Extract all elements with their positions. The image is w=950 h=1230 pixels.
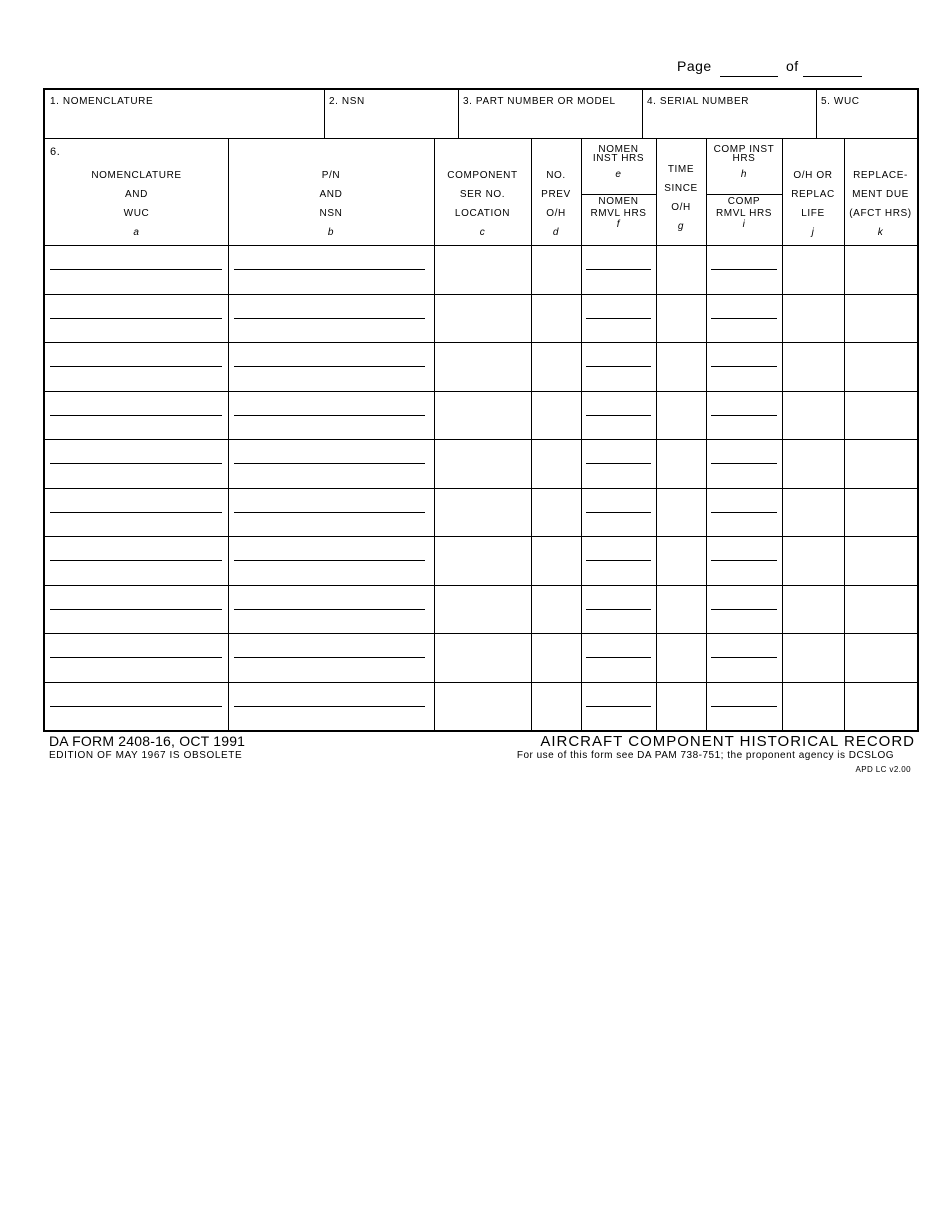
nomenclature-wuc-divider [50, 609, 222, 610]
time-since-oh-input[interactable] [660, 550, 703, 568]
nomenclature-field[interactable] [50, 114, 318, 132]
nomenclature-input[interactable] [50, 686, 222, 704]
nomenclature-wuc-divider [50, 318, 222, 319]
nomen-inst-hrs-input[interactable] [586, 346, 651, 364]
row-divider [45, 585, 917, 586]
page-number-underline [720, 76, 778, 77]
pn-input[interactable] [234, 346, 425, 364]
nomen-inst-hrs-input[interactable] [586, 686, 651, 704]
nomen-inst-hrs-input[interactable] [586, 589, 651, 607]
inst-rmvl-hrs-divider [586, 560, 651, 561]
row-divider [45, 294, 917, 295]
comp-hrs-divider [711, 512, 777, 513]
component-location-input[interactable] [438, 308, 528, 326]
comp-inst-hrs-input[interactable] [711, 395, 777, 413]
nomenclature-input[interactable] [50, 492, 222, 510]
inst-rmvl-hrs-divider [586, 463, 651, 464]
replacement-due-input[interactable] [848, 550, 914, 568]
nomen-rmvl-hrs-input[interactable] [586, 272, 651, 290]
edition-note: EDITION OF MAY 1967 IS OBSOLETE [49, 750, 243, 761]
replacement-due-input[interactable] [848, 696, 914, 714]
column-header-divider [45, 245, 917, 246]
comp-inst-hrs-input[interactable] [711, 443, 777, 461]
replac-life-input[interactable] [786, 696, 841, 714]
nomenclature-input[interactable] [50, 443, 222, 461]
comp-rmvl-hrs-input[interactable] [711, 563, 777, 581]
comp-inst-hrs-input[interactable] [711, 637, 777, 655]
comp-rmvl-hrs-input[interactable] [711, 660, 777, 678]
time-since-oh-input[interactable] [660, 259, 703, 277]
comp-rmvl-hrs-input[interactable] [711, 418, 777, 436]
pn-input[interactable] [234, 492, 425, 510]
replac-life-input[interactable] [786, 599, 841, 617]
prev-oh-input[interactable] [535, 356, 578, 374]
pn-nsn-divider [234, 463, 425, 464]
col-g-header: TIME SINCE O/H g [664, 164, 698, 232]
nomenclature-wuc-divider [50, 657, 222, 658]
inst-rmvl-hrs-divider [586, 415, 651, 416]
nomenclature-wuc-divider [50, 366, 222, 367]
nsn-input[interactable] [234, 321, 425, 339]
serial-number-field[interactable] [647, 114, 811, 132]
comp-hrs-divider [711, 560, 777, 561]
row-divider [45, 682, 917, 683]
col-e-header: NOMEN INST HRS e [592, 144, 645, 180]
pn-input[interactable] [234, 540, 425, 558]
inst-rmvl-hrs-divider [586, 269, 651, 270]
wuc-label: 5. WUC [821, 96, 860, 107]
pn-input[interactable] [234, 589, 425, 607]
of-label: of [786, 58, 799, 74]
wuc-field[interactable] [821, 114, 911, 132]
nomen-rmvl-hrs-input[interactable] [586, 466, 651, 484]
nsn-input[interactable] [234, 612, 425, 630]
nomenclature-input[interactable] [50, 249, 222, 267]
nsn-input[interactable] [234, 515, 425, 533]
comp-hrs-divider [711, 366, 777, 367]
replacement-due-input[interactable] [848, 599, 914, 617]
header-divider-2 [458, 90, 459, 138]
nomen-rmvl-hrs-input[interactable] [586, 612, 651, 630]
pn-nsn-divider [234, 366, 425, 367]
wuc-input[interactable] [50, 466, 222, 484]
pn-nsn-divider [234, 560, 425, 561]
pn-nsn-divider [234, 657, 425, 658]
component-location-input[interactable] [438, 550, 528, 568]
comp-hrs-divider [711, 609, 777, 610]
comp-inst-hrs-input[interactable] [711, 686, 777, 704]
component-location-input[interactable] [438, 599, 528, 617]
wuc-input[interactable] [50, 418, 222, 436]
comp-hrs-divider [711, 269, 777, 270]
nomenclature-input[interactable] [50, 298, 222, 316]
prev-oh-input[interactable] [535, 453, 578, 471]
form-title: AIRCRAFT COMPONENT HISTORICAL RECORD [540, 733, 915, 750]
col-i-header: COMP RMVL HRS i [715, 196, 773, 230]
form-version: APD LC v2.00 [855, 765, 911, 774]
row-divider [45, 488, 917, 489]
time-since-oh-input[interactable] [660, 308, 703, 326]
nomen-rmvl-hrs-input[interactable] [586, 321, 651, 339]
replacement-due-input[interactable] [848, 405, 914, 423]
row-divider [45, 633, 917, 634]
replac-life-input[interactable] [786, 502, 841, 520]
comp-rmvl-hrs-input[interactable] [711, 272, 777, 290]
pn-nsn-divider [234, 706, 425, 707]
nsn-input[interactable] [234, 660, 425, 678]
comp-rmvl-hrs-input[interactable] [711, 709, 777, 727]
row-divider [45, 342, 917, 343]
part-number-field[interactable] [463, 114, 637, 132]
time-since-oh-input[interactable] [660, 696, 703, 714]
nsn-field[interactable] [329, 114, 453, 132]
nomenclature-wuc-divider [50, 560, 222, 561]
col-d-header: NO. PREV O/H d [541, 170, 571, 238]
component-location-input[interactable] [438, 356, 528, 374]
col-c-header: COMPONENT SER NO. LOCATION c [447, 170, 518, 238]
time-since-oh-input[interactable] [660, 647, 703, 665]
replac-life-input[interactable] [786, 405, 841, 423]
component-location-input[interactable] [438, 453, 528, 471]
prev-oh-input[interactable] [535, 599, 578, 617]
replacement-due-input[interactable] [848, 308, 914, 326]
time-since-oh-input[interactable] [660, 453, 703, 471]
nomenclature-wuc-divider [50, 269, 222, 270]
page-number-input[interactable] [720, 60, 778, 76]
wuc-input[interactable] [50, 369, 222, 387]
comp-hrs-divider [711, 463, 777, 464]
serial-number-label: 4. SERIAL NUMBER [647, 96, 750, 107]
pn-nsn-divider [234, 318, 425, 319]
comp-rmvl-hrs-input[interactable] [711, 515, 777, 533]
component-record-form [43, 88, 919, 732]
total-pages-underline [803, 76, 862, 77]
prev-oh-input[interactable] [535, 502, 578, 520]
replacement-due-input[interactable] [848, 453, 914, 471]
row-divider [45, 536, 917, 537]
pn-input[interactable] [234, 443, 425, 461]
nsn-input[interactable] [234, 709, 425, 727]
nomenclature-label: 1. NOMENCLATURE [50, 96, 154, 107]
nomen-inst-hrs-input[interactable] [586, 540, 651, 558]
nomen-inst-hrs-input[interactable] [586, 249, 651, 267]
nomenclature-wuc-divider [50, 463, 222, 464]
col-a-header: NOMENCLATURE AND WUC a [91, 170, 182, 238]
nomen-rmvl-hrs-input[interactable] [586, 515, 651, 533]
nsn-input[interactable] [234, 563, 425, 581]
prev-oh-input[interactable] [535, 308, 578, 326]
comp-hrs-divider [711, 318, 777, 319]
pn-input[interactable] [234, 686, 425, 704]
inst-rmvl-hrs-divider [586, 657, 651, 658]
hi-header-split [706, 194, 782, 195]
nomen-inst-hrs-input[interactable] [586, 298, 651, 316]
nomen-rmvl-hrs-input[interactable] [586, 369, 651, 387]
pn-nsn-divider [234, 269, 425, 270]
nomenclature-input[interactable] [50, 346, 222, 364]
time-since-oh-input[interactable] [660, 502, 703, 520]
time-since-oh-input[interactable] [660, 405, 703, 423]
component-location-input[interactable] [438, 696, 528, 714]
col-b-header: P/N AND NSN b [319, 170, 343, 238]
replacement-due-input[interactable] [848, 502, 914, 520]
pn-nsn-divider [234, 512, 425, 513]
time-since-oh-input[interactable] [660, 356, 703, 374]
replac-life-input[interactable] [786, 308, 841, 326]
header-row-divider [45, 138, 917, 139]
component-location-input[interactable] [438, 647, 528, 665]
replacement-due-input[interactable] [848, 259, 914, 277]
inst-rmvl-hrs-divider [586, 706, 651, 707]
col-j-header: O/H OR REPLAC LIFE j [791, 170, 835, 238]
comp-hrs-divider [711, 415, 777, 416]
total-pages-input[interactable] [803, 60, 862, 76]
comp-inst-hrs-input[interactable] [711, 298, 777, 316]
replac-life-input[interactable] [786, 550, 841, 568]
wuc-input[interactable] [50, 612, 222, 630]
comp-inst-hrs-input[interactable] [711, 492, 777, 510]
pn-input[interactable] [234, 249, 425, 267]
ef-header-split [581, 194, 656, 195]
nsn-input[interactable] [234, 369, 425, 387]
row-divider [45, 439, 917, 440]
component-location-input[interactable] [438, 259, 528, 277]
nomen-inst-hrs-input[interactable] [586, 492, 651, 510]
replac-life-input[interactable] [786, 356, 841, 374]
header-divider-1 [324, 90, 325, 138]
prev-oh-input[interactable] [535, 550, 578, 568]
inst-rmvl-hrs-divider [586, 366, 651, 367]
inst-rmvl-hrs-divider [586, 512, 651, 513]
usage-note: For use of this form see DA PAM 738-751; the proponent agency is DCSLOG [516, 750, 894, 761]
part-number-label: 3. PART NUMBER OR MODEL [463, 96, 616, 107]
wuc-input[interactable] [50, 321, 222, 339]
time-since-oh-input[interactable] [660, 599, 703, 617]
row-divider [45, 391, 917, 392]
nomenclature-input[interactable] [50, 395, 222, 413]
replac-life-input[interactable] [786, 259, 841, 277]
col-f-header: NOMEN RMVL HRS f [590, 196, 647, 230]
nomen-inst-hrs-input[interactable] [586, 395, 651, 413]
col-k-header: REPLACE- MENT DUE (AFCT HRS) k [849, 170, 912, 238]
comp-rmvl-hrs-input[interactable] [711, 369, 777, 387]
page-label: Page [677, 58, 712, 74]
pn-nsn-divider [234, 415, 425, 416]
prev-oh-input[interactable] [535, 259, 578, 277]
inst-rmvl-hrs-divider [586, 318, 651, 319]
component-location-input[interactable] [438, 502, 528, 520]
pn-input[interactable] [234, 298, 425, 316]
pn-nsn-divider [234, 609, 425, 610]
header-divider-4 [816, 90, 817, 138]
nomen-rmvl-hrs-input[interactable] [586, 660, 651, 678]
nomen-rmvl-hrs-input[interactable] [586, 709, 651, 727]
comp-inst-hrs-input[interactable] [711, 589, 777, 607]
wuc-input[interactable] [50, 660, 222, 678]
pn-input[interactable] [234, 395, 425, 413]
comp-rmvl-hrs-input[interactable] [711, 612, 777, 630]
comp-hrs-divider [711, 657, 777, 658]
comp-hrs-divider [711, 706, 777, 707]
nomenclature-wuc-divider [50, 512, 222, 513]
nomen-inst-hrs-input[interactable] [586, 443, 651, 461]
nomenclature-wuc-divider [50, 706, 222, 707]
nsn-input[interactable] [234, 418, 425, 436]
nomen-rmvl-hrs-input[interactable] [586, 563, 651, 581]
replacement-due-input[interactable] [848, 647, 914, 665]
prev-oh-input[interactable] [535, 405, 578, 423]
nomenclature-wuc-divider [50, 415, 222, 416]
comp-rmvl-hrs-input[interactable] [711, 466, 777, 484]
prev-oh-input[interactable] [535, 647, 578, 665]
prev-oh-input[interactable] [535, 696, 578, 714]
col-h-header: COMP INST HRS h [713, 144, 775, 180]
wuc-input[interactable] [50, 709, 222, 727]
replacement-due-input[interactable] [848, 356, 914, 374]
component-location-input[interactable] [438, 405, 528, 423]
wuc-input[interactable] [50, 515, 222, 533]
nomenclature-input[interactable] [50, 637, 222, 655]
inst-rmvl-hrs-divider [586, 609, 651, 610]
header-divider-3 [642, 90, 643, 138]
comp-rmvl-hrs-input[interactable] [711, 321, 777, 339]
section-6-number: 6. [50, 146, 61, 158]
nomen-rmvl-hrs-input[interactable] [586, 418, 651, 436]
wuc-input[interactable] [50, 272, 222, 290]
nomen-inst-hrs-input[interactable] [586, 637, 651, 655]
nsn-label: 2. NSN [329, 96, 365, 107]
comp-inst-hrs-input[interactable] [711, 540, 777, 558]
pn-input[interactable] [234, 637, 425, 655]
nsn-input[interactable] [234, 272, 425, 290]
comp-inst-hrs-input[interactable] [711, 249, 777, 267]
replac-life-input[interactable] [786, 453, 841, 471]
form-id: DA FORM 2408-16, OCT 1991 [49, 733, 246, 749]
nomenclature-input[interactable] [50, 589, 222, 607]
nomenclature-input[interactable] [50, 540, 222, 558]
nsn-input[interactable] [234, 466, 425, 484]
replac-life-input[interactable] [786, 647, 841, 665]
comp-inst-hrs-input[interactable] [711, 346, 777, 364]
wuc-input[interactable] [50, 563, 222, 581]
